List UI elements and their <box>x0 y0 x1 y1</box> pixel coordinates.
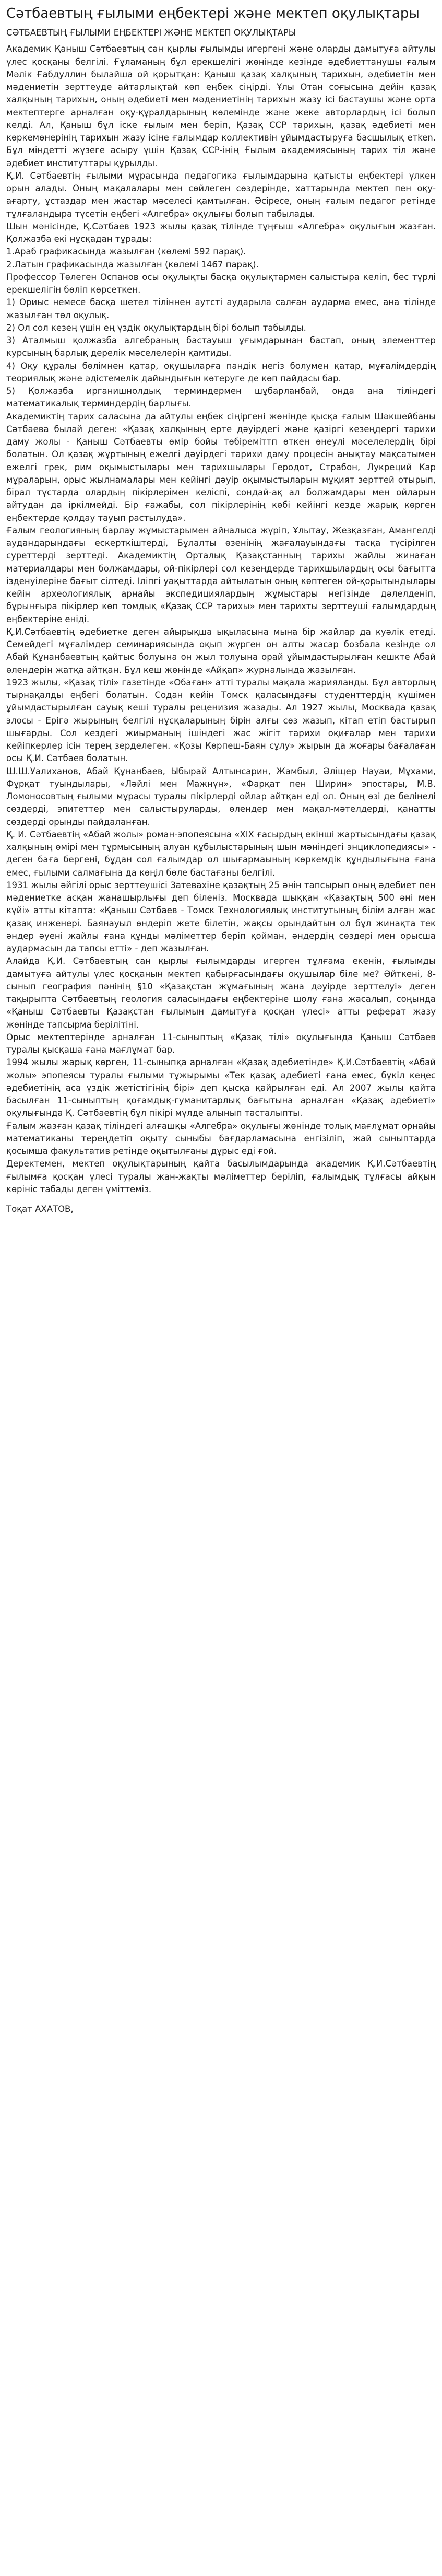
article-paragraph: Академиктің тарих саласына да айтулы еңбек сіңіргені жөнінде қысқа ғалым Шәкшейбаны Сәтбаева былай деген: «Қазақ халқының ерте дәуірдегі және қазіргі кезеңдергі тарихи даму жолы - Қаныш Сәтбаевты өмір бойы төбіреміттп өткен өнеулі мәселелердің бірі болатын. Ол қазақ жұртының ежелгі дәуірдегі тарихи даму процесін анықтау мақсатымен ежелгі грек, рим оқымыстылары мен тарихшылары Геродот, Страбон, Лукреций Кар мұраларын, орыс жылнамалары мен кейінгі дәуір оқымыстыларын мұқият зерттей отырып, бірал түстарда олардың пікірлерімен келіспі, сондай-ақ ал болжамдары мен ойларын айтудан да іркілмейді. Бір ғажабы, сол пікірлерінің көбі кейінгі кезде жарық көрген еңбектерде қолдау тауып растылуда». <box>6 411 436 523</box>
article-body <box>6 43 436 1196</box>
article-paragraph: 1994 жылы жарық көрген, 11-сыныпқа арналған «Қазақ әдебиетінде» Қ.И.Сәтбаевтің «Абай жолы» эпопеясы туралы ғылыми тұжырымы «Тек қазақ әдебиеті ғана емес, бүкіл кеңес әдебиетінің аса үздік жетістігінің бірі» деп қысқа қайрылған еді. Ал 2007 жылы қайта басылған 11-сыныптың қоғамдық-гуманитарлық бағытына арналған «Қазақ әдебиеті» оқулығында Қ. Сәтбаевтің бұл пікірі мүлде алынып тасталыпты. <box>6 1057 436 1118</box>
article-paragraph: Алайда Қ.И. Сәтбаевтың сан қырлы ғылымдарды игерген тұлғама екенін, ғылымды дамытуға айтулы үлес қосқанын мектеп қабырғасындағы оқушылар біле ме? Әйткені, 8-сынып география пәнінің §10 «Қазақстан жұмағының жана дәуірде зерттелуі» деген тақырыпта Сәтбаевтың геология саласындағы еңбектеріне шолу ғана жасалып, соңында «Қаныш Сәтбаевты Қазақстан ғылымын дамытуға қосқан үлесі» атты реферат жазу жөнінде тапсырма берілітіні. <box>6 956 436 1030</box>
article-paragraph: 1931 жылы әйгілі орыс зерттеушісі Затевахіне қазақтың 25 әнін тапсырып оның әдебиет пен мәдениетке асқан жанашырлығы деп біленіз. Москвада шыққан «Қазақтың 500 әні мен күйі» атты кітапта: «Қаныш Сәтбаев - Томск Технологиялық институтының білім алған жас қазақ инженері. Баянауыл өндеріп жете білетін, жақсы орындайтын ол бұл жинақта тек әндер әуені жайлы ғана құнды мәліметтер беріп қойман, әндердің сөздері мен орысша аудармасын да тапсы етті» - деп жазылған. <box>6 880 436 954</box>
article-heading: СӘТБАЕВТЫҢ ҒЫЛЫМИ ЕҢБЕКТЕРІ ЖӘНЕ МЕКТЕП ОҚУЛЫҚТАРЫ <box>6 27 296 38</box>
article-paragraph: Деректемен, мектеп оқулықтарының қайта басылымдарында академик Қ.И.Сәтбаевтің ғылымға қосқан үлесі туралы жан-жақты мәліметтер беріліп, ғалымдық тұлғасы айқын көрініс табады деген үміттеміз. <box>6 1159 436 1194</box>
article-paragraph: 3) Аталмыш қолжазба алгебраның бастауыш ұғымдарынан бастап, оның элементтер курсының барлық дерелік мәселелерін қамтиды. <box>6 335 436 358</box>
article-paragraph: Қ.И. Сәтбаевтің ғылыми мұрасында педагогика ғылымдарына қатысты еңбектері үлкен орын алады. Оның мақалалары мен сөйлеген сөздерінде, хаттарында мектеп пен оқу-ағарту, ұстаздар мен жастар мәселесі қамтылған. Әсіресе, оның ғалым педагог ретінде тұлғаландыра түсетін еңбегі «Алгебра» оқулығы болып табылады. <box>6 170 436 219</box>
article-paragraph: Ш.Ш.Уалиханов, Абай Құнанбаев, Ыбырай Алтынсарин, Жамбыл, Әліщер Науаи, Мұхами, Фұрқат туындылары, «Лəйлі мен Мажнүн», «Фарқат пен Ширин» эпостары, М.В. Ломоносовтың ғылыми мұрасы туралы пікірлерді ойлар айтқан еді ол. Оның өзі де белінелі сөздерді, эпитеттер мен салыстыруларды, өлендер мен мақал-мәтелдерді, қанатты сөздерді орынды пайдаланған. <box>6 766 436 827</box>
article-paragraph: 1923 жылы, «Қазақ тілі» газетінде «Оба​ған» атті туралы мақала жарияланды. Бұл авторлың тырнақалды еңбегі болатын. Содан кейін Томск қаласындағы студенттердің күшімен ұйымдастырылған сауық кеші туралы реценизия жазады. Ал 1927 жылы, Москвада қазақ элосы - Ерігә жырының белгілі нұсқаларының бірін алғы сөз жазып, кітап етіп бастырып шығарды. Сол кездегі жиырманың ішіндегі жас жігіт тарихи оқиғалар мен тарихи кейіпкерлер ісін терең зерделеген. «Қозы Көрпеш-Баян сұлу» жырын да жоғары бағалаған осы Қ.И. Сәтбаев болатын. <box>6 677 436 764</box>
article-paragraph: Орыс мектептерінде арналған 11-сыныптың «Қазақ тілі» оқулығында Қаныш Сәтбаев туралы қысқаша ғана мағлұмат бар. <box>6 1032 436 1055</box>
article-paragraph: Қ.И.Сәтбаевтің әдебиетке деген айырықша ықыласына мына бір жайлар да куәлік етеді. Семейдегі мұғалімдер семинариясында оқып жүрген он алты жасар бозбала кезінде ол Абай Құнанбаевтың қайтыс болуына он жыл толуына орай ұйымдастырылған кешкте Абай өлендерін жатқа айтқан. Бұл кеш жөнінде «Айқап» журналында жазылған. <box>6 626 436 675</box>
article-paragraph: Шын мәнісінде, Қ.Сәтбаев 1923 жылы қазақ тілінде тұңғыш «Алгебра» оқулығын жазған. Қолжазба екі нұсқадан тұрады: <box>6 221 436 244</box>
article-paragraph: 1.Араб графикасында жазылған (көлемі 592 парақ). <box>6 247 246 257</box>
article-paragraph: Академик Қаныш Сәтбаевтың сан қырлы ғылымды игергені және оларды дамытуға айтулы үлес қосқаны белгілі. Ғұламаның бұл ерекшелігі жөнінде кезінде әдебиеттанушы ғалым Мәлік Ғабдуллин былайша ой қорытқан: Қаныш қазақ халқының тарихын, әдебиетін мен мәдениетін зерттеуде айтарлықтай көп еңбек сіңірді. Ұлы Отан соғысына дейін қазақ халқының тарихын, оның әдебиеті мен мәдениетінің тарихын жазу ісі бастаушы және орта мектептерге арналған оқу-құралдарының көлемінде және жеке авторлардың ісі болып келді. Ал, Қаныш бұл іске ғылым мен беріп, Қазақ ССР тарихын, қазақ әдебиеті мен көркемөнерінің тарихын жазу ісіне ғалымдар коллективін ұйымдастыруға басшылық етken. Бұл міндетті жүзеге асыру үшін Қазақ ССР-інің Ғылым академиясының тарих тіл және әдебиет институттары құрылды. <box>6 44 436 168</box>
article-paragraph: Профессор Төлеген Оспанов осы оқулықты басқа оқулықтармен салыстыра келіп, бес түрлі ерекшелігін бөліп көрсеткен. <box>6 272 436 295</box>
article-author: Тоқат АХАТОВ, <box>6 1204 74 1215</box>
article-paragraph: 1) Ориыс немесе басқа шетел тіліннен аутсті аударыла салған аударма емес, ана тілінде жазылған төл оқулық. <box>6 297 436 320</box>
article-paragraph: 2) Ол сол кезең үшін ең үздік оқулықтардың бірі болып табылды. <box>6 322 306 333</box>
article-paragraph: Ғалым геологияның барлау жұмыстарымен айналыса жүріп, Ұлытау, Жезқазған, Амангелді аудандарындағы ескерткіштерді, Бұлалты өзенінің жағалауындағы тасқа түсірілген суреттерді зерттеді. Академиктің Орталық Қазақстанның тарихы жайлы жинаған материалдары мен болжамдары, ой-пікірлері сол кезеңдерде тарихшылардың осы бағытта ізденуілерінe бағыт сілтеді. Іліпгі уақыттарда айтылатын оның көптеген ой-қорытындылары кейін археологиялық арнайы экспедициялардың жұмыстары негізінде дәлелденіп, бұрынғыра пікірлер көп томдық «Қазақ ССР тарихы» мен тарихты зерттеуші ғалымдардың еңбектеріне еніді. <box>6 525 436 624</box>
article <box>6 27 436 1216</box>
article-paragraph: Ғалым жазған қазақ тіліндегі алғашқы «Алгебра» оқулығы жөнінде толық мағлұмат орнайы математиканы тереңдетіп оқыту сыныбы бағдарламасына енгізіліп, жай сыныптарда қосымша факультатив ретінде оқытылғаны дұрыс еді ғой. <box>6 1121 436 1157</box>
article-paragraph: 4) Оқу құралы бөлімнен қатар, оқушыларға пандік негіз болумен қатар, мұғалімдердің теориялық және әдістемелік дайындығын көтеруге де көп пайдасы бар. <box>6 360 436 383</box>
article-paragraph: 2.Латын графикасында жазылған (көлемі 1467 парақ). <box>6 259 259 270</box>
article-paragraph: Қ. И. Сәтбаевтің «Абай жолы» роман-эпопеясына «XIX ғасырдың екінші жартысындағы қазақ халқының өмірі мен тұрмысының алуан құбылыстарының шын мәніндегі энциклопедиясы» - деген баға бергені, бұдан сол ғалымдар ол шығармаының көркемдік құндылығына ғана емес, ғылыми салмағына да көңіл бөле бастағаны белгілі. <box>6 829 436 878</box>
page <box>0 0 442 1226</box>
page-title: Сәтбаевтың ғылыми еңбектері және мектеп оқулықтары <box>6 6 420 21</box>
article-paragraph: 5) Қолжазба ирганишнолдық терминдермен шұбарланбай, онда ана тіліндегі математикалық терминдердің барлығы. <box>6 386 436 409</box>
